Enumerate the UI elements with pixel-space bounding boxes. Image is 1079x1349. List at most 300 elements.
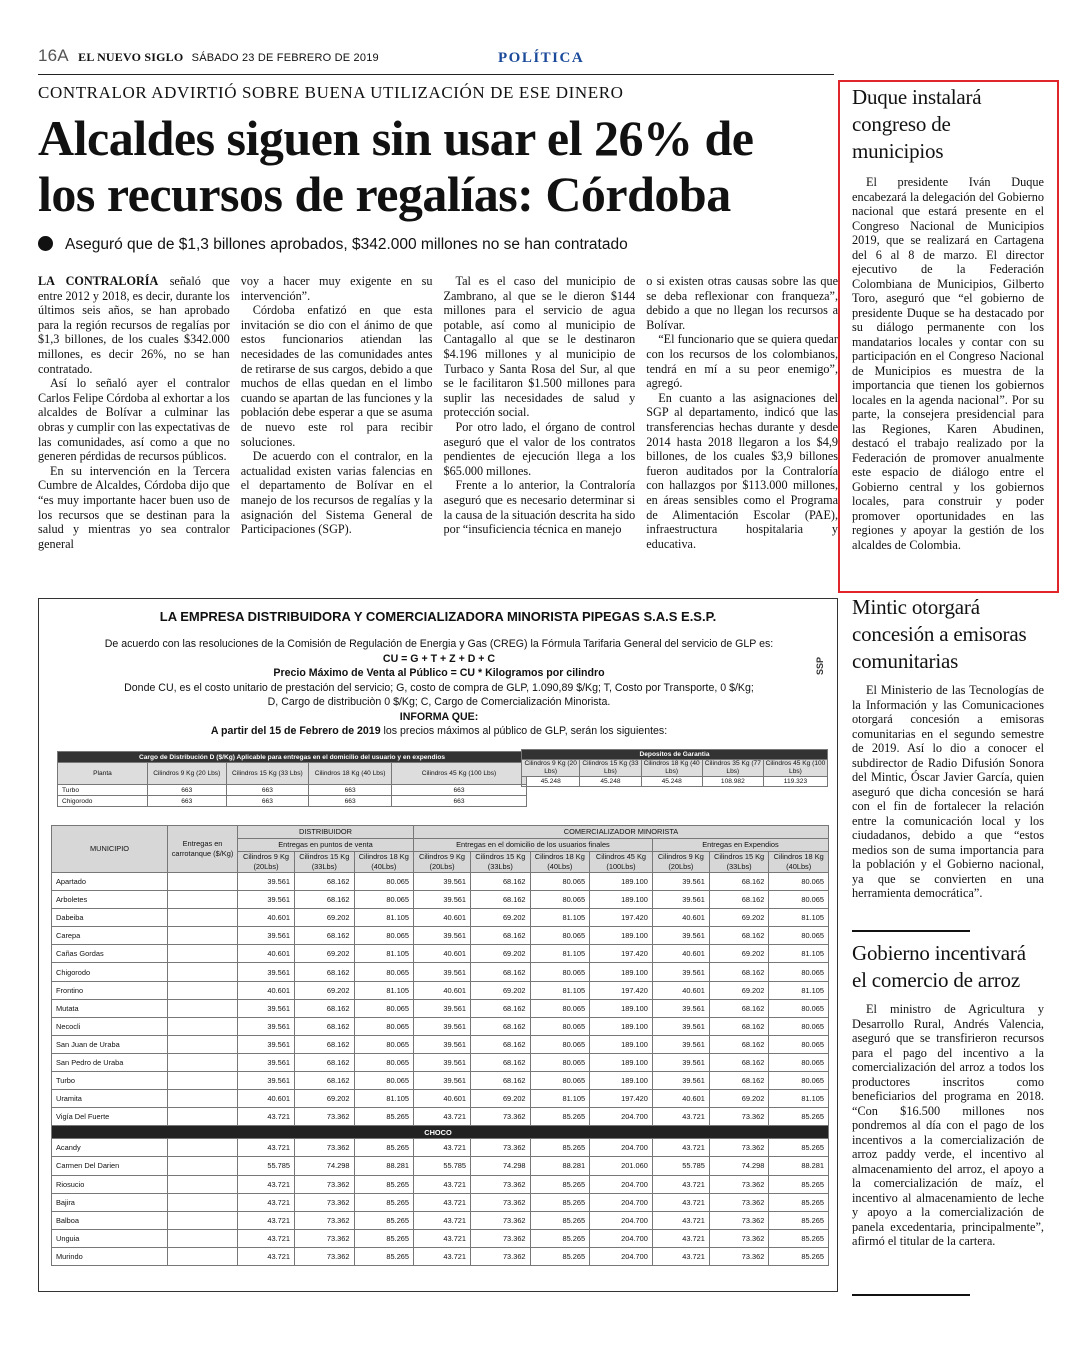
price-cell: 81.105	[354, 945, 414, 963]
cylinder-header: Cilindros 9 Kg (20Lbs)	[652, 852, 709, 873]
table-row	[52, 1211, 829, 1229]
price-cell: 68.162	[295, 891, 355, 909]
price-cell: 39.561	[414, 963, 471, 981]
price-cell: 68.162	[295, 873, 355, 891]
cylinder-header: Cilindros 9 Kg (20Lbs)	[238, 852, 295, 873]
price-cell	[168, 1017, 238, 1035]
group-header: DISTRIBUIDOR	[238, 826, 414, 839]
price-cell	[168, 999, 238, 1017]
price-cell: 43.721	[414, 1211, 471, 1229]
notice-date-line: A partir del 15 de Febrero de 2019 los precios máximos al público de GLP, serán los siguientes:	[210, 725, 668, 737]
price-cell: 81.105	[769, 909, 829, 927]
table-row	[52, 891, 829, 909]
sidebar-story-3	[852, 940, 1044, 1249]
price-cell: 80.065	[530, 1017, 590, 1035]
price-cell: 80.065	[769, 1035, 829, 1053]
price-cell: 204.700	[590, 1211, 653, 1229]
price-cell: 43.721	[652, 1108, 709, 1126]
group-header: COMERCIALIZADOR MINORISTA	[414, 826, 829, 839]
price-cell: 88.281	[769, 1157, 829, 1175]
sidebar-story-2	[852, 594, 1044, 901]
price-cell: 39.561	[238, 1053, 295, 1071]
price-cell: 80.065	[530, 927, 590, 945]
price-cell: 68.162	[471, 999, 531, 1017]
price-cell: 39.561	[238, 963, 295, 981]
column-header: Cilindros 15 Kg (33 Lbs)	[580, 760, 641, 777]
price-cell: 43.721	[414, 1193, 471, 1211]
price-cell: 80.065	[530, 999, 590, 1017]
sidebar-story-1	[852, 84, 1044, 552]
municipio-name: Vigía Del Fuerte	[52, 1108, 168, 1126]
ssp-logo: SSP	[815, 657, 825, 676]
table-row	[52, 981, 829, 999]
price-cell: 69.202	[709, 909, 769, 927]
price-cell: 40.601	[414, 1090, 471, 1108]
municipio-name: Mutata	[52, 999, 168, 1017]
article-kicker: CONTRALOR ADVIRTIÓ SOBRE BUENA UTILIZACIÓN DE ESE DINERO	[38, 83, 624, 102]
price-cell	[168, 1193, 238, 1211]
price-cell: 80.065	[354, 873, 414, 891]
price-cell: 69.202	[295, 945, 355, 963]
price-cell: 74.298	[295, 1157, 355, 1175]
price-cell: 197.420	[590, 909, 653, 927]
price-cell: 73.362	[471, 1139, 531, 1157]
price-cell: 73.362	[471, 1193, 531, 1211]
price-cell: 81.105	[354, 981, 414, 999]
price-cell: 81.105	[530, 981, 590, 999]
article-paragraph: voy a hacer muy exigente en su intervención”.	[240, 274, 433, 303]
price-cell: 189.100	[590, 1072, 653, 1090]
notice-line: D, Cargo de distribuciòn 0 $/Kg; C, Cargo de Comercialización Minorista.	[267, 696, 611, 708]
price-cell: 73.362	[709, 1108, 769, 1126]
gas-price-notice	[38, 598, 838, 1292]
price-cell: 68.162	[471, 1017, 531, 1035]
price-cell: 81.105	[354, 909, 414, 927]
table-row	[52, 1175, 829, 1193]
price-cell: 81.105	[769, 1090, 829, 1108]
municipio-name: Arboletes	[52, 891, 168, 909]
municipio-name: Turbo	[52, 1072, 168, 1090]
price-cell: 39.561	[652, 873, 709, 891]
price-cell	[168, 945, 238, 963]
price-cell: 81.105	[769, 945, 829, 963]
price-cell: 80.065	[769, 927, 829, 945]
price-cell: 189.100	[590, 927, 653, 945]
price-cell: 197.420	[590, 981, 653, 999]
price-cell: 40.601	[238, 909, 295, 927]
header-rule	[38, 74, 834, 75]
price-cell: 39.561	[414, 1035, 471, 1053]
column-header: Cilindros 15 Kg (33 Lbs)	[226, 763, 309, 785]
table-row	[52, 1035, 829, 1053]
price-cell: 43.721	[238, 1175, 295, 1193]
price-cell: 68.162	[471, 891, 531, 909]
price-cell: 68.162	[295, 1053, 355, 1071]
table-row	[52, 945, 829, 963]
price-cell: 81.105	[530, 945, 590, 963]
price-cell: 68.162	[295, 927, 355, 945]
price-cell: 55.785	[652, 1157, 709, 1175]
price-cell: 69.202	[471, 909, 531, 927]
price-cell: 43.721	[414, 1139, 471, 1157]
price-cell: 68.162	[471, 927, 531, 945]
price-cell: 85.265	[530, 1211, 590, 1229]
price-cell: 68.162	[709, 873, 769, 891]
price-cell: 69.202	[295, 909, 355, 927]
price-cell: 80.065	[769, 891, 829, 909]
price-cell: 85.265	[769, 1211, 829, 1229]
price-cell	[168, 1247, 238, 1265]
price-cell: 197.420	[590, 945, 653, 963]
article-paragraph: Frente a lo anterior, la Contraloría aseguró que es necesario determinar si la causa de la situación descrita ha sido por “insuficiencia técnica en manejo	[443, 478, 636, 537]
price-cell: 39.561	[238, 1017, 295, 1035]
price-cell: 74.298	[471, 1157, 531, 1175]
table-row	[52, 927, 829, 945]
price-cell: 39.561	[414, 873, 471, 891]
price-cell: 68.162	[295, 1072, 355, 1090]
municipio-name: Riosucio	[52, 1175, 168, 1193]
table-row: 45.248 45.248 45.248 108.982 119.323	[522, 777, 828, 787]
price-cell: 40.601	[652, 945, 709, 963]
price-cell: 81.105	[769, 981, 829, 999]
price-cell: 40.601	[238, 945, 295, 963]
price-cell: 189.100	[590, 1035, 653, 1053]
price-cell: 85.265	[354, 1193, 414, 1211]
cylinder-header: Cilindros 15 Kg (33Lbs)	[471, 852, 531, 873]
price-cell	[168, 1139, 238, 1157]
price-cell: 81.105	[530, 909, 590, 927]
price-cell	[168, 891, 238, 909]
price-cell: 85.265	[530, 1108, 590, 1126]
price-cell	[168, 1035, 238, 1053]
price-cell: 85.265	[530, 1139, 590, 1157]
price-cell: 73.362	[709, 1139, 769, 1157]
article-column-3	[444, 274, 636, 584]
price-cell: 204.700	[590, 1193, 653, 1211]
cylinder-header: Cilindros 18 Kg (40Lbs)	[769, 852, 829, 873]
price-cell: 80.065	[354, 891, 414, 909]
column-header: Cilindros 45 Kg (100 Lbs)	[392, 763, 527, 785]
subgroup-header: Entregas en puntos de venta	[238, 839, 414, 852]
price-cell: 40.601	[414, 909, 471, 927]
price-cell: 73.362	[471, 1229, 531, 1247]
headline-line-1: Alcaldes siguen sin usar el 26% de	[38, 110, 754, 166]
price-cell: 85.265	[769, 1193, 829, 1211]
price-cell: 85.265	[769, 1139, 829, 1157]
table-title: Depositos de Garantia	[522, 750, 828, 760]
sidebar-divider	[852, 930, 970, 932]
price-cell: 73.362	[295, 1108, 355, 1126]
price-cell: 55.785	[414, 1157, 471, 1175]
distribution-charge-table	[57, 751, 527, 807]
price-cell: 73.362	[295, 1175, 355, 1193]
price-cell: 81.105	[530, 1090, 590, 1108]
cylinder-header: Cilindros 15 Kg (33Lbs)	[709, 852, 769, 873]
page-number: 16A	[38, 46, 69, 65]
price-cell: 85.265	[354, 1139, 414, 1157]
price-cell: 39.561	[414, 1053, 471, 1071]
article-paragraph: En su intervención en la Tercera Cumbre de Alcaldes, Córdoba dijo que “es muy importante hacer buen uso de los recursos que se destinan para la salud y mientras yo sea contralor general	[38, 463, 230, 551]
price-cell: 43.721	[652, 1175, 709, 1193]
price-cell: 43.721	[652, 1211, 709, 1229]
price-cell: 88.281	[354, 1157, 414, 1175]
municipio-name: Chigorodo	[52, 963, 168, 981]
price-cell: 68.162	[471, 1053, 531, 1071]
price-cell: 43.721	[652, 1229, 709, 1247]
price-cell: 80.065	[769, 1017, 829, 1035]
price-cell	[168, 1108, 238, 1126]
price-cell: 68.162	[471, 1072, 531, 1090]
price-cell: 204.700	[590, 1139, 653, 1157]
price-cell: 201.060	[590, 1157, 653, 1175]
section-title: POLÍTICA	[498, 50, 585, 66]
table-row	[52, 1247, 829, 1265]
price-cell: 85.265	[354, 1175, 414, 1193]
price-cell: 40.601	[414, 981, 471, 999]
sidebar-headline: Mintic otorgará concesión a emisoras comunitarias	[852, 595, 1027, 673]
subgroup-header: Entregas en Expendios	[652, 839, 828, 852]
table-row	[52, 873, 829, 891]
price-cell: 73.362	[471, 1211, 531, 1229]
notice-line: Donde CU, es el costo unitario de prestación del servicio; G, costo de compra de GLP, 1.090,89 $/Kg; T, Costo por Transporte, 0 $/Kg;	[124, 681, 754, 694]
price-cell: 68.162	[471, 1035, 531, 1053]
price-cell: 69.202	[709, 981, 769, 999]
price-cell: 80.065	[530, 963, 590, 981]
municipio-name: Carepa	[52, 927, 168, 945]
price-cell: 80.065	[354, 1053, 414, 1071]
price-cell: 39.561	[414, 891, 471, 909]
price-cell: 80.065	[530, 891, 590, 909]
column-header: Cilindros 35 Kg (77 Lbs)	[702, 760, 763, 777]
price-cell: 43.721	[414, 1175, 471, 1193]
price-cell: 39.561	[652, 963, 709, 981]
price-cell: 85.265	[530, 1193, 590, 1211]
price-cell: 39.561	[652, 1053, 709, 1071]
price-cell: 85.265	[769, 1247, 829, 1265]
price-cell: 43.721	[238, 1247, 295, 1265]
price-cell: 39.561	[238, 873, 295, 891]
price-cell: 80.065	[530, 1053, 590, 1071]
price-cell: 85.265	[530, 1229, 590, 1247]
subhead-text: Aseguró que de $1,3 billones aprobados, $342.000 millones no se han contratado	[65, 236, 628, 253]
price-cell: 68.162	[709, 1072, 769, 1090]
sidebar-divider	[852, 1294, 970, 1296]
price-cell: 81.105	[354, 1090, 414, 1108]
price-cell: 85.265	[354, 1211, 414, 1229]
price-cell: 43.721	[414, 1247, 471, 1265]
sidebar-headline: Gobierno incentivará el comercio de arroz	[852, 941, 1026, 992]
article-paragraph: Córdoba enfatizó en que esta invitación se dio con el ánimo de que estos funcionarios atiendan las necesidades de las comunidades antes de retirarse de sus cargos, debido a que muchos de ellas quedan en el limbo cuando se apartan de las funciones y la población debe esperar a que se asuma de nuevo este rol para recibir soluciones.	[240, 303, 433, 449]
price-cell: 43.721	[238, 1229, 295, 1247]
article-paragraph: o si existen otras causas sobre las que se deba reflexionar con franqueza”, debido a que no llegan los recursos a Bolívar.	[646, 274, 838, 332]
price-cell: 69.202	[709, 945, 769, 963]
table-row	[52, 1157, 829, 1175]
price-cell	[168, 1072, 238, 1090]
price-cell: 69.202	[295, 981, 355, 999]
publication-name: EL NUEVO SIGLO	[78, 50, 184, 64]
price-cell: 189.100	[590, 1053, 653, 1071]
price-cell: 68.162	[295, 1035, 355, 1053]
price-cell: 68.162	[295, 1017, 355, 1035]
notice-text	[39, 637, 839, 739]
deposit-table	[521, 749, 828, 787]
price-cell: 39.561	[414, 927, 471, 945]
price-cell: 39.561	[238, 891, 295, 909]
price-cell: 85.265	[354, 1247, 414, 1265]
price-cell: 85.265	[769, 1175, 829, 1193]
price-cell: 73.362	[295, 1211, 355, 1229]
price-cell	[168, 1053, 238, 1071]
price-cell: 68.162	[471, 963, 531, 981]
price-cell: 39.561	[414, 1017, 471, 1035]
subgroup-header: Entregas en el domicilio de los usuarios finales	[414, 839, 653, 852]
column-header: MUNICIPIO	[52, 826, 168, 873]
article-column-2	[241, 274, 433, 584]
article-paragraph: Así lo señaló ayer el contralor Carlos Felipe Córdoba al exhortar a los alcaldes de Bolívar a culminar las obras y cumplir con las expectativas de las comunidades, así como a que no generen pérdidas de recursos públicos.	[38, 376, 230, 464]
table-row	[52, 1090, 829, 1108]
table-row	[52, 1053, 829, 1071]
price-cell	[168, 1157, 238, 1175]
price-cell: 204.700	[590, 1247, 653, 1265]
price-cell: 40.601	[238, 1090, 295, 1108]
price-cell: 68.162	[295, 999, 355, 1017]
article-column-4	[646, 274, 838, 584]
price-cell: 39.561	[238, 1072, 295, 1090]
price-cell: 68.162	[709, 963, 769, 981]
price-cell: 73.362	[471, 1247, 531, 1265]
price-cell: 189.100	[590, 1017, 653, 1035]
price-cell: 74.298	[709, 1157, 769, 1175]
price-cell: 39.561	[652, 1035, 709, 1053]
price-cell: 39.561	[238, 927, 295, 945]
municipio-name: Murindo	[52, 1247, 168, 1265]
price-cell: 68.162	[295, 963, 355, 981]
article-column-1	[38, 274, 230, 584]
headline-line-2: los recursos de regalías: Córdoba	[38, 166, 731, 222]
bullet-icon	[38, 236, 53, 251]
price-cell: 85.265	[530, 1247, 590, 1265]
price-cell: 55.785	[238, 1157, 295, 1175]
price-cell: 80.065	[354, 1017, 414, 1035]
price-cell: 85.265	[769, 1229, 829, 1247]
table-row: Chigorodo 663 663 663 663	[58, 796, 527, 807]
price-cell	[168, 909, 238, 927]
price-cell: 80.065	[769, 873, 829, 891]
table-row	[52, 963, 829, 981]
price-cell: 68.162	[709, 1035, 769, 1053]
page-header	[38, 46, 379, 66]
municipio-name: Necocli	[52, 1017, 168, 1035]
table-row	[52, 909, 829, 927]
price-cell: 39.561	[238, 1035, 295, 1053]
price-cell: 189.100	[590, 873, 653, 891]
municipio-name: Cañas Gordas	[52, 945, 168, 963]
cylinder-header: Cilindros 18 Kg (40Lbs)	[354, 852, 414, 873]
price-cell: 40.601	[238, 981, 295, 999]
municipio-name: San Pedro de Uraba	[52, 1053, 168, 1071]
price-cell: 40.601	[652, 981, 709, 999]
cylinder-header: Cilindros 45 Kg (100Lbs)	[590, 852, 653, 873]
table-row	[52, 1139, 829, 1157]
column-header: Planta	[58, 763, 148, 785]
price-cell: 39.561	[652, 1072, 709, 1090]
municipio-name: San Juan de Uraba	[52, 1035, 168, 1053]
price-cell: 39.561	[414, 999, 471, 1017]
column-header: Cilindros 18 Kg (40 Lbs)	[641, 760, 702, 777]
price-cell: 204.700	[590, 1229, 653, 1247]
municipio-name: Bajira	[52, 1193, 168, 1211]
price-cell: 69.202	[471, 981, 531, 999]
notice-title: LA EMPRESA DISTRIBUIDORA Y COMERCIALIZADORA MINORISTA PIPEGAS S.A.S E.S.P.	[159, 609, 717, 624]
price-cell: 85.265	[530, 1175, 590, 1193]
issue-date: SÁBADO 23 DE FEBRERO DE 2019	[191, 52, 379, 64]
price-cell	[168, 981, 238, 999]
article-subhead	[38, 236, 628, 254]
price-cell: 80.065	[530, 1035, 590, 1053]
region-divider: CHOCO	[52, 1126, 829, 1139]
cylinder-header: Cilindros 15 Kg (33Lbs)	[295, 852, 355, 873]
sidebar-body: El presidente Iván Duque encabezará la delegación del Gobierno nacional que estará presente en el Congreso Nacional de Municipios 2019, que se realizará en Cartagena del 6 al 8 de marzo. El director ejecutivo de la Federación Colombiana de Municipios, Gilberto Toro, aseguró que “el gobierno de presidente Duque se ha destacado por su diálogo permanente con los mandatarios locales y contar con su participación en el Congreso Nacional de Municipios es muestra de la importancia que tienen los gobiernos locales en la agenda nacional”. Por su parte, la consejera presidencial para las Regiones, Karen Abudinen, destacó el trabajo realizado por la Federación de promover anualmente este espacio de diálogo entre el Gobierno central y los gobiernos locales, para construir y poder promover oportunidades en las regiones y apoyar la gestión de los alcaldes de Colombia.	[852, 175, 1044, 552]
article-headline	[38, 110, 838, 222]
article-paragraph: En cuanto a las asignaciones del SGP al departamento, indicó que las transferencias hechas durante y desde 2014 hasta 2018 llegaron a los $4,9 billones, de los cuales $3,9 billones fueron auditados por la Contraloría con hallazgos por $113.000 millones, en áreas sensibles como el Programa de Alimentación Escolar (PAE), infraestructura hospitalaria y educativa.	[646, 390, 838, 551]
price-cell	[168, 1175, 238, 1193]
notice-formula: CU = G + T + Z + D + C	[382, 652, 496, 665]
sidebar-body: El ministro de Agricultura y Desarrollo Rural, Andrés Valencia, aseguró que se transfirieron recursos para el pago del incentivo a la comercialización del arroz a todos los productores inscritos como beneficiarios del programa en 2018. “Con $16.500 millones nos pondremos al día con el pago de los incentivos a la comercialización de arroz paddy verde, el incentivo al almacenamiento del arroz, el apoyo a la comercialización de maíz, el incentivo al almacenamiento de leche y apoyo a la comercialización de panela excedentaria, principalmente”, afirmó el titular de la cartera.	[852, 1002, 1044, 1248]
price-cell: 80.065	[530, 1072, 590, 1090]
price-cell: 73.362	[295, 1229, 355, 1247]
price-cell: 80.065	[354, 927, 414, 945]
price-cell: 43.721	[238, 1139, 295, 1157]
price-cell: 68.162	[709, 927, 769, 945]
price-cell: 85.265	[354, 1229, 414, 1247]
lead-word: LA CONTRALORÍA	[38, 274, 159, 288]
table-row	[52, 1193, 829, 1211]
table-row	[52, 1229, 829, 1247]
price-cell: 73.362	[471, 1175, 531, 1193]
municipio-name: Apartado	[52, 873, 168, 891]
column-header: Entregas en carrotanque ($/Kg)	[168, 826, 238, 873]
price-cell	[168, 1229, 238, 1247]
price-cell	[168, 927, 238, 945]
municipio-name: Acandy	[52, 1139, 168, 1157]
price-cell: 69.202	[709, 1090, 769, 1108]
price-cell: 39.561	[652, 927, 709, 945]
price-cell: 80.065	[354, 999, 414, 1017]
price-cell: 43.721	[414, 1108, 471, 1126]
price-cell: 68.162	[709, 999, 769, 1017]
price-cell: 80.065	[769, 999, 829, 1017]
sidebar-headline: Duque instalará congreso de municipios	[852, 85, 982, 163]
price-cell: 73.362	[295, 1139, 355, 1157]
price-cell: 80.065	[769, 1053, 829, 1071]
price-cell: 69.202	[471, 1090, 531, 1108]
price-cell: 189.100	[590, 891, 653, 909]
price-cell: 69.202	[295, 1090, 355, 1108]
column-header: Cilindros 45 Kg (100 Lbs)	[763, 760, 827, 777]
price-cell: 40.601	[652, 1090, 709, 1108]
price-cell: 189.100	[590, 963, 653, 981]
price-cell	[168, 963, 238, 981]
notice-line: De acuerdo con las resoluciones de la Comisión de Regulación de Energia y Gas (CREG) la Fórmula Tarifaria General del servicio de GLP es:	[104, 638, 774, 650]
price-cell: 68.162	[709, 1017, 769, 1035]
article-paragraph: Tal es el caso del municipio de Zambrano, al que se le dieron $144 millones para el servicio de agua potable, así como al municipio de Cantagallo al que se le destinaron $4.196 millones y al municipio de Turbaco y Santa Rosa del Sur, al que se le facilitaron $1.500 millones para suplir las necesidades de salud y protección social.	[443, 274, 636, 420]
price-cell: 39.561	[652, 1017, 709, 1035]
price-cell: 73.362	[709, 1193, 769, 1211]
table-row	[52, 1017, 829, 1035]
article-paragraph: LA CONTRALORÍA señaló que entre 2012 y 2018, es decir, durante los últimos seis años, se han aprobado para la región recursos de regalías por $1,3 billones, de los cuales $342.000 millones, es decir 26%, no se han contratado.	[38, 274, 230, 376]
price-cell: 43.721	[652, 1139, 709, 1157]
price-cell: 80.065	[354, 963, 414, 981]
